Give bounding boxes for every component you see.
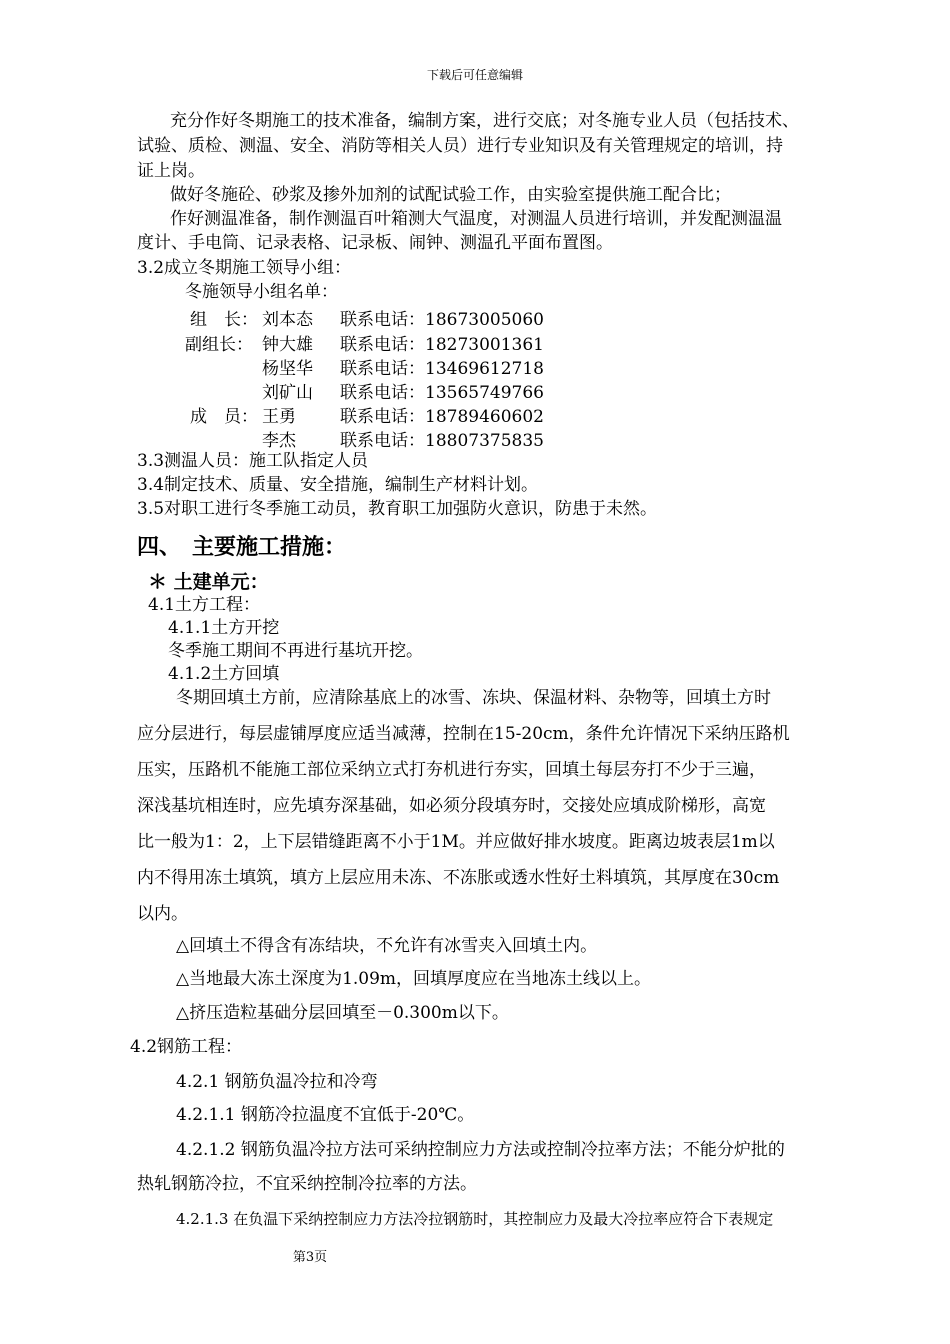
member-name: 李杰 [262,431,296,451]
chapter-heading: 四、 主要施工措施： [137,535,347,560]
list-title: 冬施领导小组名单： [185,282,338,302]
paragraph-line: 深浅基坑相连时，应先填夯深基础，如必须分段填夯时，交接处应填成阶梯形，高宽 [137,796,766,816]
paragraph-line: 压实，压路机不能施工部位采纳立式打夯机进行夯实，回填土每层夯打不少于三遍， [137,760,766,780]
member-phone: 联系电话：18807375835 [340,431,544,451]
section-heading-4-1: 4.1土方工程： [148,595,261,615]
member-phone: 联系电话：13565749766 [340,383,544,403]
subsection-heading: 4.2.1 钢筋负温冷拉和冷弯 [176,1072,378,1092]
section-heading-4-2: 4.2钢筋工程： [130,1037,243,1057]
paragraph-line: 作好测温准备，制作测温百叶箱测大气温度，对测温人员进行培训，并发配测温温 [170,209,782,229]
bullet-line: △挤压造粒基础分层回填至－0.300m以下。 [176,1003,509,1023]
section-heading-3-4: 3.4制定技术、质量、安全措施，编制生产材料计划。 [137,475,539,495]
section-heading-3-5: 3.5对职工进行冬季施工动员，教育职工加强防火意识，防患于未然。 [137,499,658,519]
paragraph-line: 热轧钢筋冷拉，不宜采纳控制冷拉率的方法。 [137,1174,477,1194]
member-name: 刘矿山 [262,383,313,403]
member-phone: 联系电话：13469612718 [340,359,544,379]
paragraph-line: 冬季施工期间不再进行基坑开挖。 [168,641,423,661]
paragraph-line: 充分作好冬期施工的技术准备，编制方案，进行交底；对冬施专业人员（包括技术、 [170,111,799,131]
member-role: 成 员： [190,407,258,427]
member-phone: 联系电话：18789460602 [340,407,544,427]
paragraph-line: 做好冬施砼、砂浆及掺外加剂的试配试验工作，由实验室提供施工配合比； [170,185,731,205]
section-heading-3-2: 3.2成立冬期施工领导小组： [137,258,352,278]
subsection-heading: 4.1.2土方回填 [168,664,280,684]
paragraph-line: 应分层进行，每层虚铺厚度应适当减薄，控制在15-20cm，条件允许情况下采纳压路机 [137,724,790,744]
page-number: 第3页 [292,1250,328,1265]
paragraph-line: 以内。 [137,904,188,924]
member-role: 副组长： [185,335,253,355]
paragraph-line: 4.2.1.2 钢筋负温冷拉方法可采纳控制应力方法或控制冷拉率方法；不能分炉批的 [176,1140,785,1160]
member-name: 钟大雄 [262,335,313,355]
bullet-line: △回填土不得含有冻结块，不允许有冰雪夹入回填土内。 [176,936,598,956]
member-phone: 联系电话：18273001361 [340,335,544,355]
paragraph-line: 4.2.1.3 在负温下采纳控制应力方法冷拉钢筋时，其控制应力及最大冷拉率应符合下表规定 [176,1210,774,1228]
member-name: 王勇 [262,407,296,427]
paragraph-line: 证上岗。 [137,161,205,181]
member-name: 杨坚华 [262,359,313,379]
member-phone: 联系电话：18673005060 [340,310,544,330]
paragraph-line: 冬期回填土方前，应清除基底上的冰雪、冻块、保温材料、杂物等，回填土方时 [176,688,771,708]
bullet-line: △当地最大冻土深度为1.09m，回填厚度应在当地冻土线以上。 [176,969,652,989]
section-heading-3-3: 3.3测温人员：施工队指定人员 [137,451,369,471]
unit-heading: ＊ 土建单元： [148,571,269,593]
paragraph-line: 内不得用冻土填筑，填方上层应用未冻、不冻胀或透水性好土料填筑，其厚度在30cm [137,868,780,888]
paragraph-line: 4.2.1.1 钢筋冷拉温度不宜低于-20℃。 [176,1105,475,1125]
member-role: 组 长： [190,310,258,330]
member-name: 刘本态 [262,310,313,330]
paragraph-line: 比一般为1：2，上下层错缝距离不小于1M。并应做好排水坡度。距离边坡表层1m以 [137,832,775,852]
subsection-heading: 4.1.1土方开挖 [168,618,280,638]
paragraph-line: 度计、手电筒、记录表格、记录板、闹钟、测温孔平面布置图。 [137,233,613,253]
paragraph-line: 试验、质检、测温、安全、消防等相关人员）进行专业知识及有关管理规定的培训，持 [137,136,783,156]
page-header: 下载后可任意编辑 [426,68,523,82]
